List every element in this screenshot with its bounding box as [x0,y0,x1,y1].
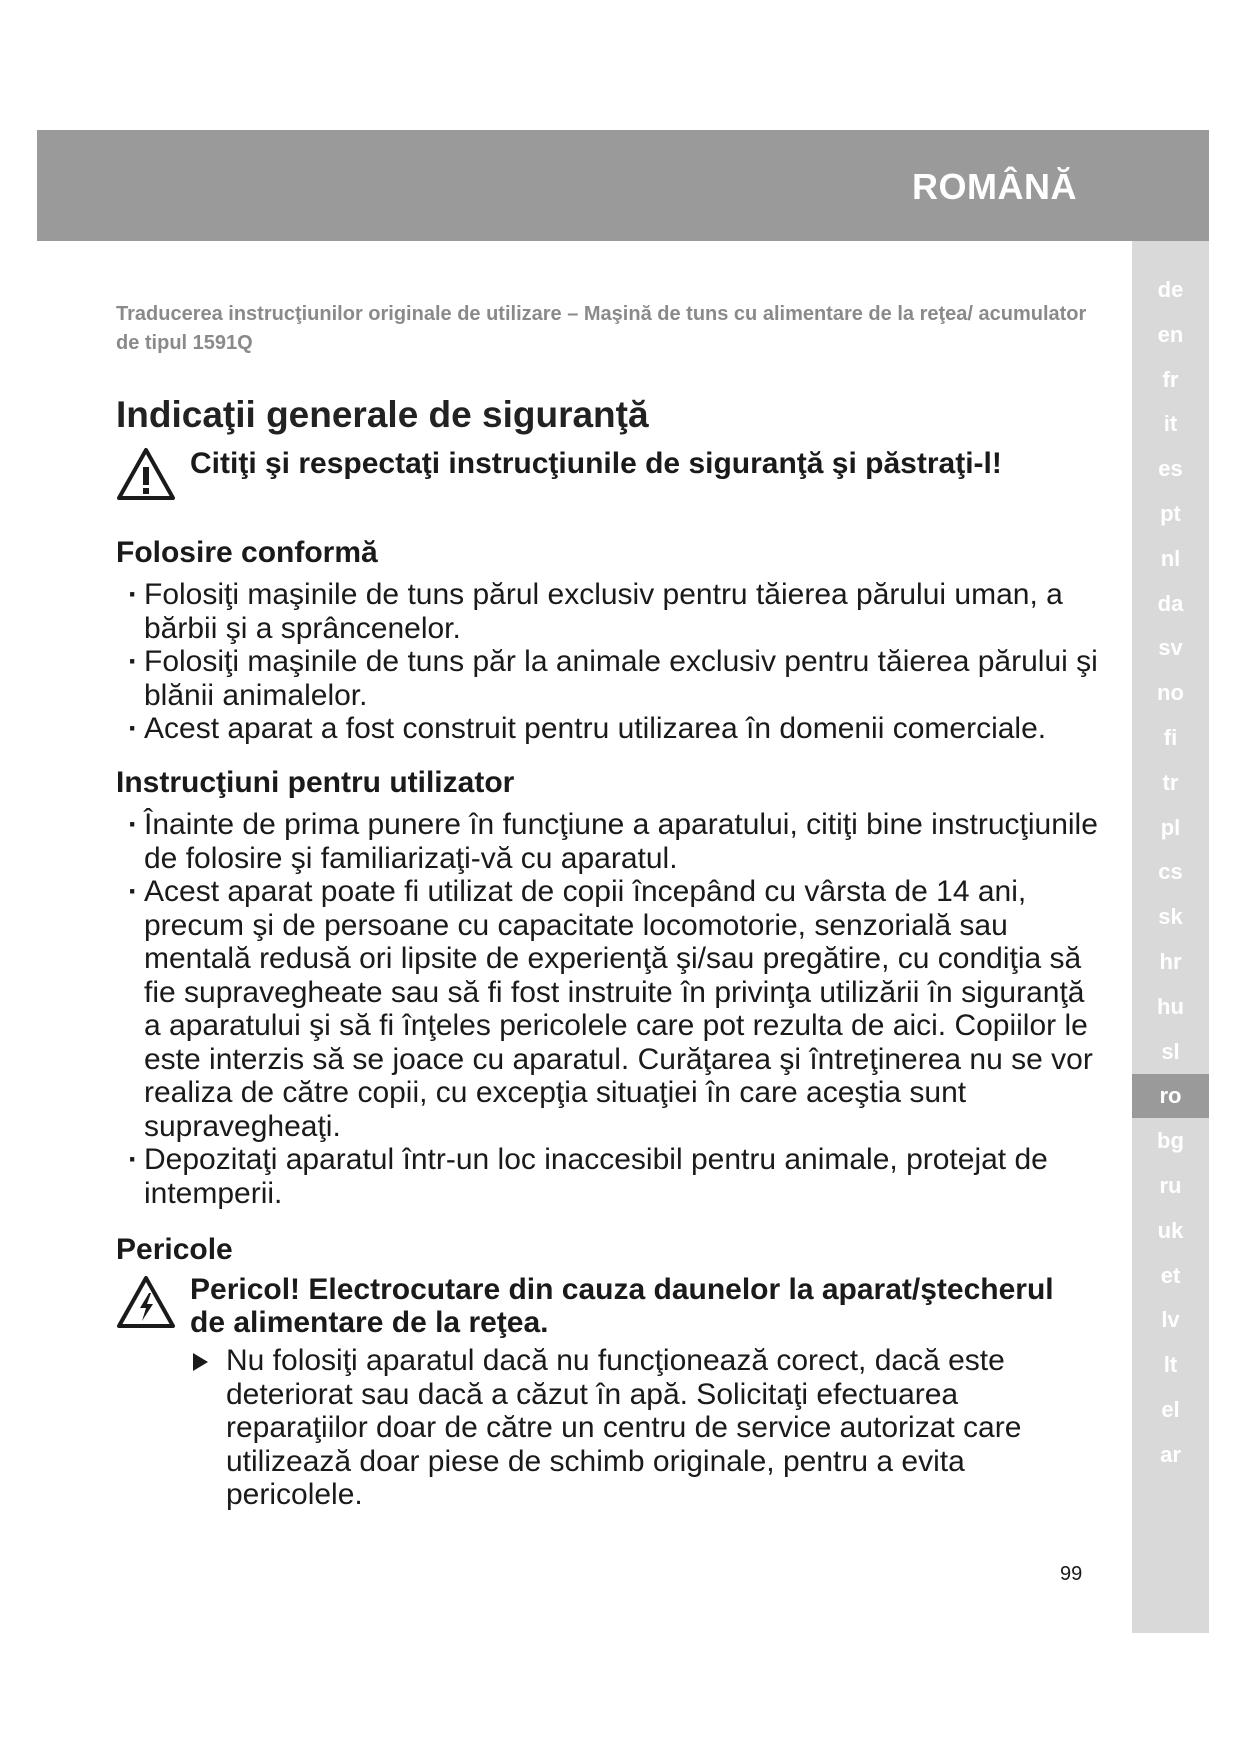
intended-use-list [128,578,1098,746]
list-item: · Înainte de prima punere în funcţiune a aparatului, citiţi bine instrucţiunile de folosire şi familiarizaţi-vă cu aparatul. [128,808,1098,875]
language-tab-fi[interactable]: fi [1163,725,1178,750]
warning-triangle-icon [116,447,176,501]
list-item: · Depozitaţi aparatul într-un loc inaccesibil pentru animale, protejat de intemperii. [128,1143,1098,1210]
language-tab-ar[interactable]: ar [1160,1441,1181,1467]
language-tab-cs[interactable]: cs [1158,859,1183,885]
section-heading-dangers: Pericole [116,1233,233,1266]
language-tab-ro[interactable]: ro [1132,1074,1209,1118]
danger-warning-text: Pericol! Electrocutare din cauza daunelor la aparat/ştecherul de alimentare de la reţea. [190,1273,1054,1339]
section-heading-intended-use: Folosire conformă [116,536,378,569]
language-tab-sl[interactable]: sl [1161,1038,1180,1064]
electric-hazard-icon [116,1275,176,1329]
danger-action-item [193,1344,1098,1512]
language-tab-et[interactable]: et [1160,1262,1181,1288]
language-tab-tr[interactable]: tr [1162,769,1179,795]
language-tab-pl[interactable]: pl [1160,814,1181,840]
language-tab-hr[interactable]: hr [1159,949,1182,974]
language-tab-lv[interactable]: lv [1161,1307,1180,1333]
section-heading-user-instructions: Instrucţiuni pentru utilizator [116,766,515,799]
language-tab-no[interactable]: no [1157,680,1184,706]
page-language-title: ROMÂNĂ [912,166,1077,207]
language-tab-en[interactable]: en [1157,321,1184,347]
list-item: · Acest aparat a fost construit pentru utilizarea în domenii comerciale. [128,712,1098,746]
action-arrow-icon [193,1353,208,1371]
language-tab-it[interactable]: it [1163,411,1178,437]
language-tab-es[interactable]: es [1158,456,1183,482]
danger-action-text: Nu folosiţi aparatul dacă nu funcţionează corect, dacă este deteriorat sau dacă a căzut în apă. Solicitaţi efectuarea reparaţiilor doar de către un centru de service autorizat care utilizează doar piese de schimb originale, pentru a evita pericolele. [226,1344,1022,1511]
list-item: · Folosiţi maşinile de tuns păr la animale exclusiv pentru tăierea părului şi blănii animalelor. [128,645,1098,712]
language-tab-hu[interactable]: hu [1157,993,1184,1019]
language-tab-sv[interactable]: sv [1158,635,1183,661]
document-subtitle: Traducerea instrucţiunilor originale de utilizare – Maşină de tuns cu alimentare de la reţea/ acumulator de tipul 1591Q [116,303,1087,354]
language-tab-da[interactable]: da [1157,590,1184,616]
header-bar [37,130,1209,241]
user-instructions-list [128,808,1098,1210]
language-tab-de[interactable]: de [1157,277,1184,302]
language-tab-ru[interactable]: ru [1159,1173,1182,1198]
list-item: · Acest aparat poate fi utilizat de copii începând cu vârsta de 14 ani, precum şi de persoane cu capacitate locomotorie, senzorială sau mentală redusă ori lipsite de experienţă şi/sau pregătire, cu condiţia să fie supravegheate sau să fi fost instruite în privinţa utilizării în siguranţă a aparatului şi să fi înţeles pericolele care pot rezulta de aici. Copiilor le este interzis să se joace cu aparatul. Curăţarea şi întreţinerea nu se vor realiza de către copii, cu excepţia situaţiei în care aceştia sunt supravegheaţi. [128,875,1098,1143]
language-tab-sk[interactable]: sk [1158,904,1183,930]
language-tab-pt[interactable]: pt [1160,501,1181,526]
page-number: 99 [1060,1563,1083,1585]
list-item: · Folosiţi maşinile de tuns părul exclusiv pentru tăierea părului uman, a bărbii şi a sprâncenelor. [128,578,1098,645]
language-tab-nl[interactable]: nl [1160,545,1181,571]
language-tab-uk[interactable]: uk [1157,1217,1184,1243]
section-heading-general-safety: Indicaţii generale de siguranţă [116,394,649,435]
language-tab-el[interactable]: el [1161,1397,1180,1422]
language-tab-fr[interactable]: fr [1162,366,1179,392]
safety-warning-text: Citiţi şi respectaţi instrucţiunile de siguranţă şi păstraţi-l! [190,447,1002,480]
language-sidebar [1132,241,1209,1633]
language-tab-bg[interactable]: bg [1157,1128,1184,1154]
language-tab-lt[interactable]: lt [1163,1352,1178,1378]
